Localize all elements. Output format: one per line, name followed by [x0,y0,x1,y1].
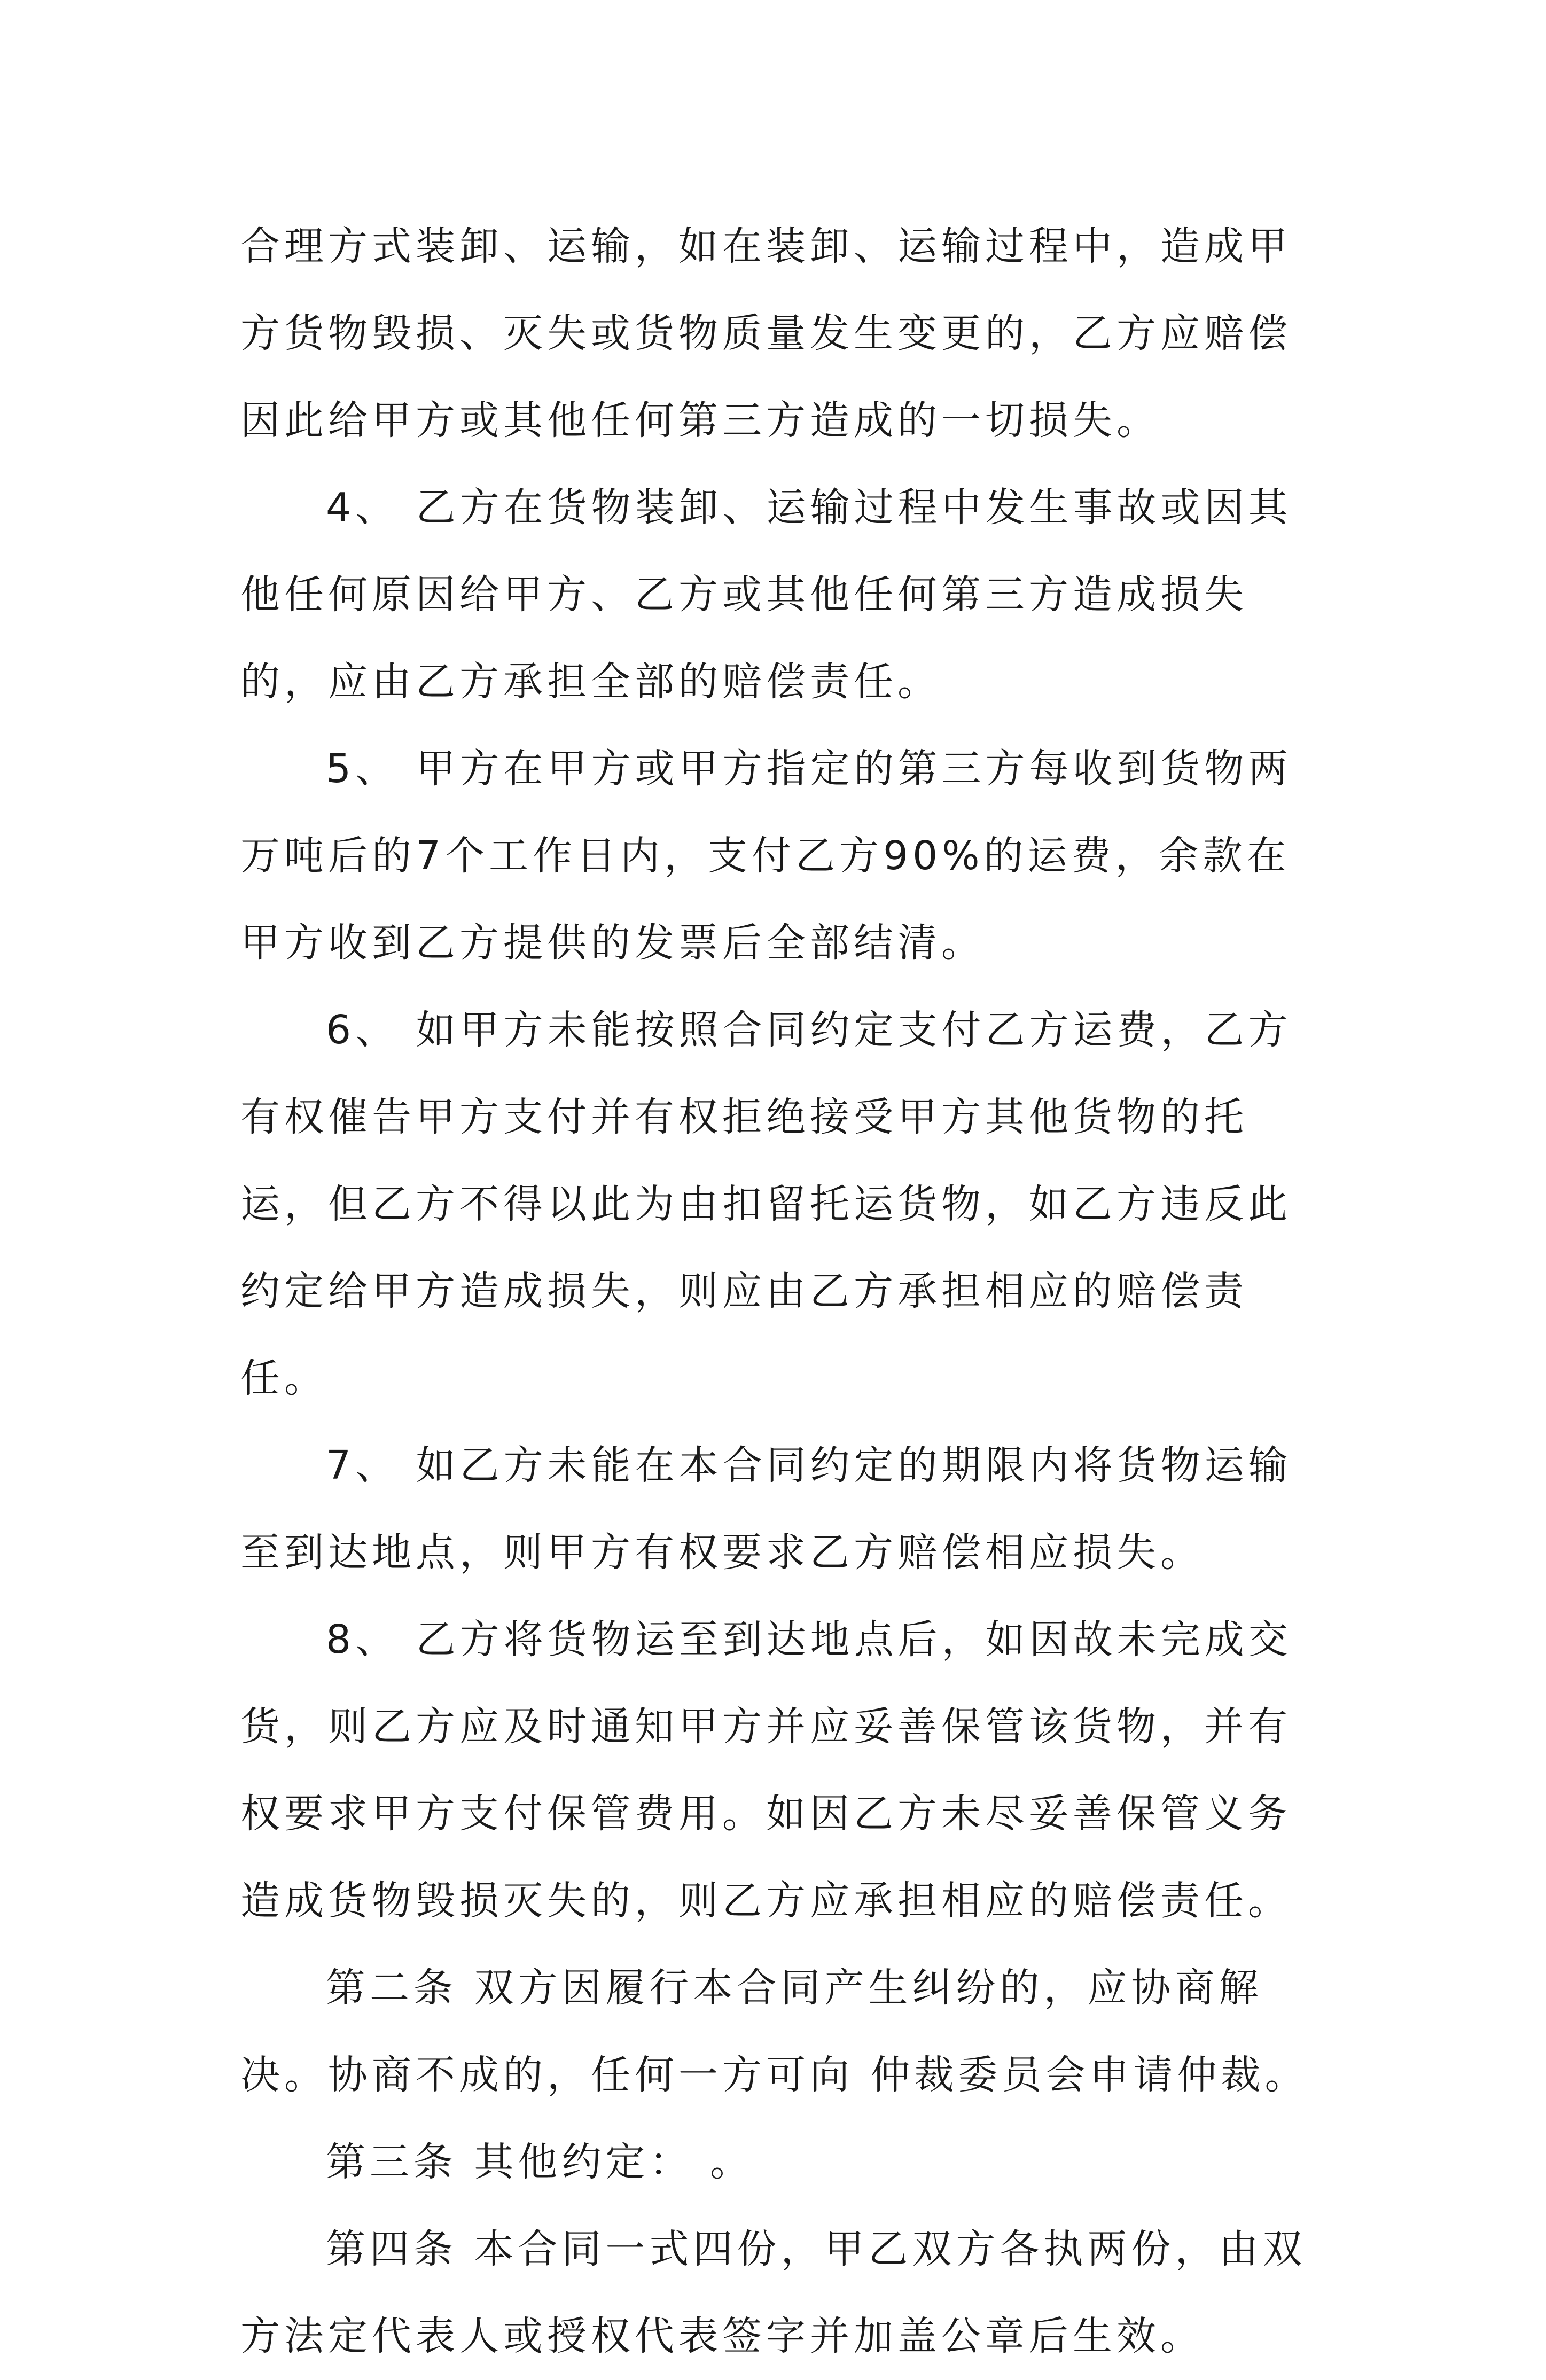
article-2: 第二条 双方因履行本合同产生纠纷的，应协商解决。协商不成的，任何一方可向 仲裁委员会申请仲裁。 [240,1965,1309,2098]
clause-7: 7、 如乙方未能在本合同约定的期限内将货物运输至到达地点，则甲方有权要求乙方赔偿相应损失。 [240,1442,1292,1575]
document-body [240,203,1330,2380]
article-4: 第四条 本合同一式四份，甲乙双方各执两份，由双方法定代表人或授权代表签字并加盖公章后生效。 [240,2226,1307,2359]
clause-6: 6、 如甲方未能按照合同约定支付乙方运费，乙方有权催告甲方支付并有权拒绝接受甲方其他货物的托运，但乙方不得以此为由扣留托运货物，如乙方违反此约定给甲方造成损失，则应由乙方承担相应的赔偿责任。 [240,1007,1292,1401]
article-3: 第三条 其他约定： 。 [326,2139,754,2185]
clause-5: 5、 甲方在甲方或甲方指定的第三方每收到货物两万吨后的7个工作日内，支付乙方90%的运费，余款在甲方收到乙方提供的发票后全部结清。 [240,746,1292,966]
clause-8: 8、 乙方将货物运至到达地点后，如因故未完成交货，则乙方应及时通知甲方并应妥善保管该货物，并有权要求甲方支付保管费用。如因乙方未尽妥善保管义务造成货物毁损灭失的，则乙方应承担相应的赔偿责任。 [240,1617,1292,1924]
clause-continuation: 合理方式装卸、运输，如在装卸、运输过程中，造成甲方货物毁损、灭失或货物质量发生变更的，乙方应赔偿因此给甲方或其他任何第三方造成的一切损失。 [240,223,1292,443]
clause-4: 4、 乙方在货物装卸、运输过程中发生事故或因其他任何原因给甲方、乙方或其他任何第三方造成损失的，应由乙方承担全部的赔偿责任。 [240,485,1292,705]
